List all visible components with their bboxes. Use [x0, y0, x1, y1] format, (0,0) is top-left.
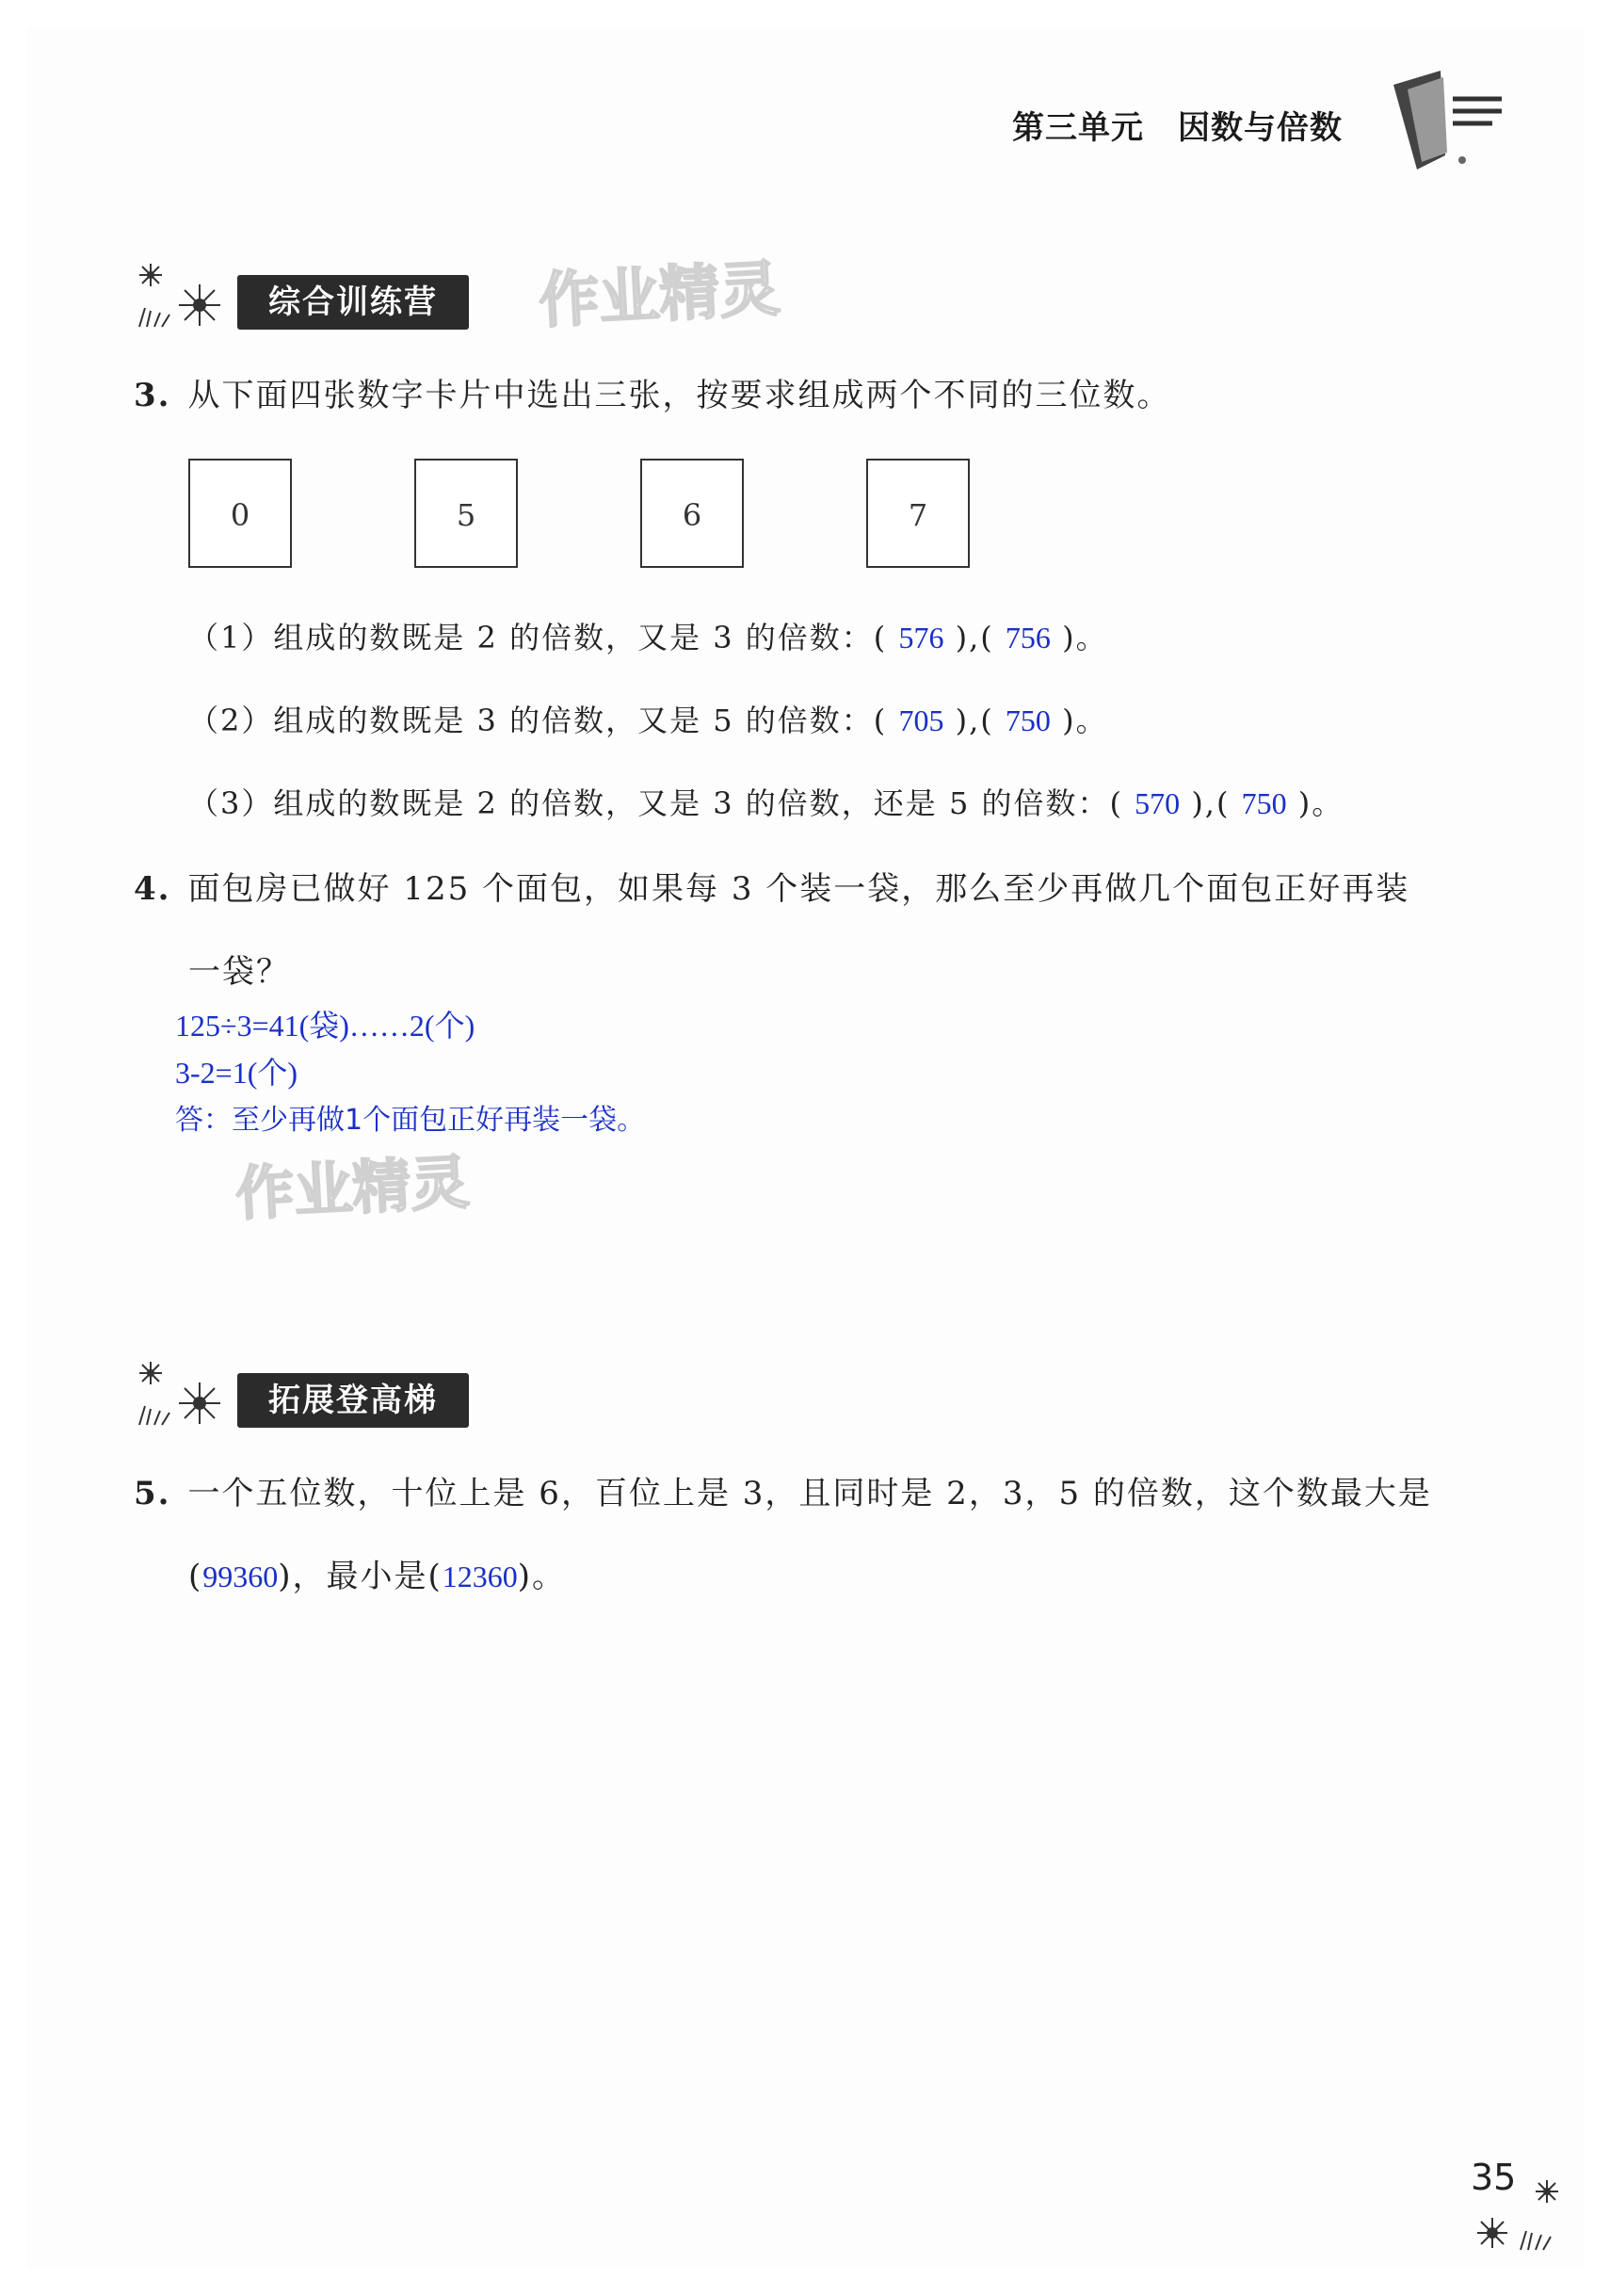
bracket-open: (: [188, 1558, 203, 1595]
question-4: [134, 863, 1409, 909]
section-label: 拓展登高梯: [237, 1373, 469, 1428]
answer-1: 705: [898, 703, 944, 737]
part-text: （3）组成的数既是 2 的倍数，又是 3 的倍数，还是 5 的倍数：(: [188, 785, 1123, 821]
question-4-continued: 一袋？: [188, 953, 290, 991]
part-separator: ),(: [955, 703, 994, 738]
answer-separator: )，最小是(: [278, 1558, 443, 1595]
bracket-close: )。: [517, 1558, 567, 1595]
page-number: 35: [1471, 2157, 1517, 2198]
question-number: 4.: [134, 870, 171, 908]
question-3: [134, 369, 1171, 415]
answer-2: 750: [1005, 703, 1051, 737]
part-separator: ),(: [1191, 785, 1231, 821]
question-5: [134, 1467, 1432, 1513]
number-card-7: 7: [866, 459, 970, 568]
flower-grass-icon: [132, 1354, 240, 1430]
part-end: )。: [1297, 785, 1344, 821]
number-card-0: 0: [188, 459, 292, 568]
work-line-1: 125÷3=41(袋)……2(个): [175, 1009, 475, 1043]
work-line-2: 3-2=1(个): [175, 1056, 298, 1090]
part-text: （2）组成的数既是 3 的倍数，又是 5 的倍数：(: [188, 703, 888, 738]
flower-grass-icon: [132, 256, 240, 331]
watermark: 作业精灵: [233, 1147, 472, 1229]
part-text: （1）组成的数既是 2 的倍数，又是 3 的倍数：(: [188, 620, 888, 655]
answer-line: 答：至少再做1个面包正好再装一袋。: [175, 1104, 646, 1137]
book-icon: [1389, 66, 1521, 179]
question-number: 3.: [134, 377, 171, 414]
answer-1: 576: [898, 621, 944, 655]
part-end: )。: [1062, 620, 1108, 655]
unit-label: 第三单元: [1012, 109, 1144, 147]
watermark: 作业精灵: [537, 254, 782, 337]
header-title: [1012, 102, 1343, 148]
question-text: 面包房已做好 125 个面包，如果每 3 个装一袋，那么至少再做几个面包正好再装: [187, 870, 1410, 908]
answer-2: 750: [1241, 786, 1287, 820]
part-separator: ),(: [955, 620, 994, 655]
answer-min: 12360: [442, 1560, 518, 1593]
flower-grass-icon: [1464, 2171, 1568, 2256]
answer-2: 756: [1005, 621, 1051, 655]
question-3-part-1: [188, 614, 1108, 657]
answer-1: 570: [1135, 786, 1181, 820]
question-3-part-2: [188, 697, 1108, 740]
question-text: 从下面四张数字卡片中选出三张，按要求组成两个不同的三位数。: [187, 377, 1171, 414]
question-5-answer-line: [188, 1550, 566, 1596]
unit-title: 因数与倍数: [1178, 109, 1343, 147]
question-number: 5.: [134, 1475, 171, 1512]
section-label: 综合训练营: [237, 275, 469, 330]
number-card-5: 5: [414, 459, 518, 568]
question-text: 一个五位数，十位上是 6，百位上是 3，且同时是 2，3，5 的倍数，这个数最大是: [187, 1475, 1432, 1512]
answer-max: 99360: [202, 1560, 279, 1593]
question-3-part-3: [188, 780, 1344, 823]
number-card-6: 6: [640, 459, 744, 568]
part-end: )。: [1062, 703, 1108, 738]
